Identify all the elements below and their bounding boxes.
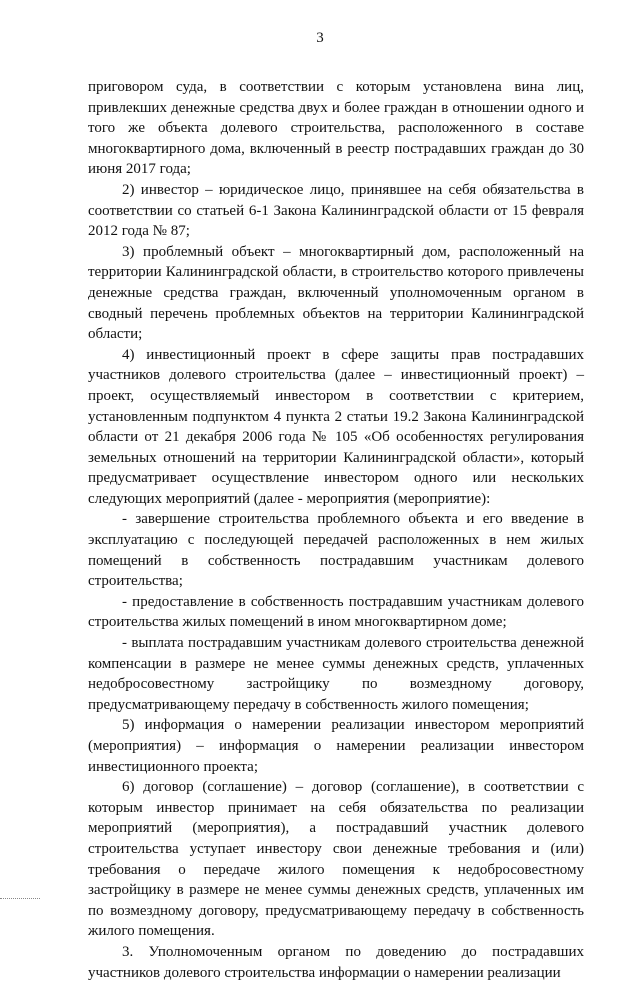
paragraph-bullet-compensation: - выплата пострадавшим участникам долевого строительства денежной компенсации в размере не менее суммы денежных средств, уплаченных недобросовестному застройщику по возмездному договору, предусматривающему передачу в собственность жилого помещения;: [88, 635, 584, 713]
paragraph-item-5: 5) информация о намерении реализации инвестором мероприятий (мероприятия) – информация о намерении реализации инвестором инвестиционного проекта;: [88, 717, 584, 775]
paragraph-item-4: 4) инвестиционный проект в сфере защиты прав пострадавших участников долевого строительства (далее – инвестиционный проект) – проект, осуществляемый инвестором в соответствии с критерием, установленным подпунктом 4 пункта 2 статьи 19.2 Закона Калининградской области от 21 декабря 2006 года № 105 «Об особенностях регулирования земельных отношений на территории Калининградской области», который предусматривает осуществление инвестором одного или нескольких следующих мероприятий (далее - мероприятия (мероприятие):: [88, 346, 584, 507]
paragraph-section-3: 3. Уполномоченным органом по доведению до пострадавших участников долевого строительства информации о намерении реализации: [88, 943, 584, 981]
paragraph-continuation: приговором суда, в соответствии с которым установлена вина лиц, привлекших денежные средства двух и более граждан в отношении одного и того же объекта долевого строительства, расположенного в составе многоквартирного дома, включенный в реестр пострадавших граждан до 30 июня 2017 года;: [88, 79, 584, 178]
paragraph-bullet-provision: - предоставление в собственность пострадавшим участникам долевого строительства жилых помещений в ином многоквартирном доме;: [88, 593, 584, 631]
document-body: [88, 77, 584, 983]
paragraph-item-6: 6) договор (соглашение) – договор (соглашение), в соответствии с которым инвестор принимает на себя обязательства по реализации мероприятий (мероприятия), а пострадавший участник долевого строительства уступает инвестору свои денежные требования и (или) требования о передаче жилого помещения к недобросовестному застройщику в размере не менее суммы денежных средств, уплаченных им по возмездному договору, предусматривающему передачу в собственность жилого помещения.: [88, 779, 584, 940]
scan-footer-mark: [0, 898, 40, 901]
paragraph-item-3: 3) проблемный объект – многоквартирный дом, расположенный на территории Калининградской области, в строительство которого привлечены денежные средства граждан, включенный уполномоченным органом в сводный перечень проблемных объектов на территории Калининградской области;: [88, 243, 584, 343]
paragraph-item-2: 2) инвестор – юридическое лицо, принявшее на себя обязательства в соответствии со статьей 6-1 Закона Калининградской области от 15 февраля 2012 года № 87;: [88, 181, 584, 240]
page-number: 3: [316, 30, 324, 46]
paragraph-bullet-completion: - завершение строительства проблемного объекта и его введение в эксплуатацию с последующей передачей расположенных в нем жилых помещений в собственность пострадавшим участникам долевого строительства;: [88, 511, 584, 590]
